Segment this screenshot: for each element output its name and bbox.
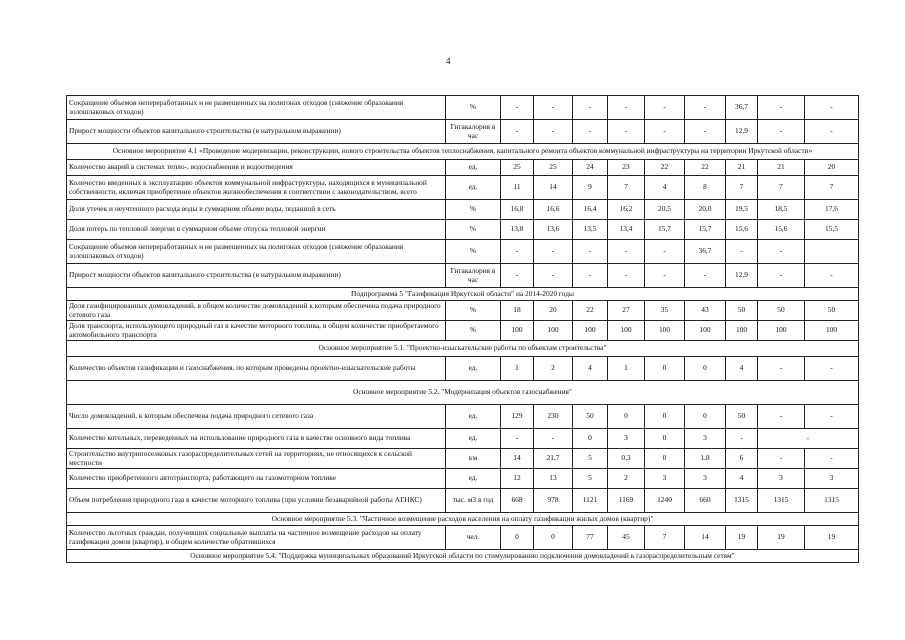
value-cell: 14 bbox=[501, 449, 534, 469]
value-cell: 4 bbox=[645, 176, 685, 200]
indicator-name: Сокращение объемов непереработанных и не размещенных на полигонах отходов (снижение образования золошлаковых отходов) bbox=[67, 96, 446, 120]
unit-cell: ед. bbox=[446, 405, 501, 429]
table-row bbox=[67, 240, 859, 264]
value-cell: 13 bbox=[534, 469, 573, 489]
indicator-name: Количество льготных граждан, получивших социальные выплаты на частичное возмещение расходов на оплату газификации домов (квартир), в общем количестве обратившихся bbox=[67, 526, 446, 550]
value-cell: 7 bbox=[758, 176, 805, 200]
value-cell: 1121 bbox=[573, 489, 608, 513]
value-cell: - bbox=[534, 120, 573, 144]
value-cell: - bbox=[758, 96, 805, 120]
value-cell: - bbox=[758, 357, 805, 381]
value-cell bbox=[805, 240, 859, 264]
value-cell: 3 bbox=[608, 429, 645, 449]
value-cell: 14 bbox=[685, 526, 726, 550]
value-cell: 0 bbox=[534, 526, 573, 550]
section-title: Основное мероприятие 5.1. "Проектно-изыскательские работы по объектам строительства" bbox=[67, 341, 859, 357]
value-cell: 7 bbox=[726, 176, 758, 200]
table-row bbox=[67, 469, 859, 489]
value-cell: - bbox=[805, 405, 859, 429]
value-cell: 2 bbox=[534, 357, 573, 381]
unit-cell: % bbox=[446, 220, 501, 240]
value-cell: - bbox=[805, 120, 859, 144]
value-cell: - bbox=[685, 264, 726, 288]
value-cell: - bbox=[645, 96, 685, 120]
value-cell: 12,9 bbox=[726, 120, 758, 144]
value-cell: 50 bbox=[726, 301, 758, 321]
value-cell: 77 bbox=[573, 526, 608, 550]
section-title: Основное мероприятие 5.3. "Частичное возмещение расходов населения на оплату газификации жилых домов (квартир)" bbox=[67, 513, 859, 526]
indicator-name: Строительство внутрипоселковых газораспределительных сетей на территориях, не относящихся к сельской местности bbox=[67, 449, 446, 469]
unit-cell: Гигакалория в час bbox=[446, 120, 501, 144]
value-cell: - bbox=[534, 240, 573, 264]
value-cell: - bbox=[608, 264, 645, 288]
value-cell: 4 bbox=[726, 469, 758, 489]
value-cell: 0 bbox=[501, 526, 534, 550]
value-cell: - bbox=[758, 240, 805, 264]
indicator-name: Прирост мощности объектов капитального строительства (в натуральном выражении) bbox=[67, 120, 446, 144]
unit-cell: чел. bbox=[446, 526, 501, 550]
value-cell: 27 bbox=[608, 301, 645, 321]
table-row bbox=[67, 357, 859, 381]
value-cell: 100 bbox=[501, 321, 534, 341]
value-cell: 12,9 bbox=[726, 264, 758, 288]
value-cell: 100 bbox=[805, 321, 859, 341]
value-cell: 0 bbox=[573, 429, 608, 449]
unit-cell: км bbox=[446, 449, 501, 469]
value-cell: - bbox=[501, 96, 534, 120]
indicator-name: Прирост мощности объектов капитального строительства (в натуральном выражении) bbox=[67, 264, 446, 288]
value-cell: 230 bbox=[534, 405, 573, 429]
value-cell: 3 bbox=[805, 469, 859, 489]
unit-cell: ед. bbox=[446, 176, 501, 200]
unit-cell: % bbox=[446, 200, 501, 220]
value-cell: 129 bbox=[501, 405, 534, 429]
table-row bbox=[67, 429, 859, 449]
value-cell: - bbox=[501, 120, 534, 144]
value-cell: 19,5 bbox=[726, 200, 758, 220]
value-cell: 17,6 bbox=[805, 200, 859, 220]
section-row bbox=[67, 381, 859, 405]
value-cell: - bbox=[805, 96, 859, 120]
indicators-table bbox=[66, 95, 859, 563]
value-cell: 5 bbox=[573, 449, 608, 469]
value-cell: 13,5 bbox=[573, 220, 608, 240]
value-cell: 4 bbox=[573, 357, 608, 381]
value-cell: 1,8 bbox=[685, 449, 726, 469]
value-cell: 0 bbox=[645, 357, 685, 381]
value-cell: 21,7 bbox=[534, 449, 573, 469]
value-cell: - bbox=[573, 120, 608, 144]
value-cell: 7 bbox=[608, 176, 645, 200]
value-cell: 100 bbox=[645, 321, 685, 341]
value-cell: 2 bbox=[608, 469, 645, 489]
table-row bbox=[67, 321, 859, 341]
value-cell: 668 bbox=[501, 489, 534, 513]
value-cell: - bbox=[501, 264, 534, 288]
value-cell: - bbox=[534, 429, 573, 449]
value-cell: 36,7 bbox=[726, 96, 758, 120]
table-row bbox=[67, 449, 859, 469]
unit-cell: % bbox=[446, 321, 501, 341]
value-cell: - bbox=[608, 240, 645, 264]
unit-cell: % bbox=[446, 240, 501, 264]
unit-cell: ед. bbox=[446, 160, 501, 176]
page-number: 4 bbox=[446, 56, 451, 66]
indicator-name: Количество приобретенного автотранспорта, работающего на газомоторном топливе bbox=[67, 469, 446, 489]
value-cell: - bbox=[645, 240, 685, 264]
section-title: Основное мероприятие 4.1 «Проведение модернизации, реконструкции, нового строительства объектов теплоснабжения, капитального ремонта объектов коммунальной инфраструктуры на территории Иркутской области» bbox=[67, 144, 859, 160]
value-cell: 43 bbox=[685, 301, 726, 321]
table-row bbox=[67, 489, 859, 513]
value-cell: 50 bbox=[573, 405, 608, 429]
value-cell: 100 bbox=[685, 321, 726, 341]
indicator-name: Число домовладений, к которым обеспечена подача природного сетевого газа bbox=[67, 405, 446, 429]
value-cell: - bbox=[726, 429, 758, 449]
value-cell: - bbox=[805, 264, 859, 288]
value-cell: 15,7 bbox=[685, 220, 726, 240]
unit-cell: ед. bbox=[446, 469, 501, 489]
value-cell: 15,7 bbox=[645, 220, 685, 240]
value-cell: 4 bbox=[726, 357, 758, 381]
section-row bbox=[67, 550, 859, 563]
section-title: Основное мероприятие 5.2. "Модернизация объектов газоснабжения" bbox=[67, 381, 859, 405]
value-cell: 0 bbox=[645, 449, 685, 469]
value-cell: 25 bbox=[501, 160, 534, 176]
indicator-name: Количество введенных в эксплуатацию объектов коммунальной инфраструктуры, находящихся в муниципальной собственности, включая приобретение объектов жизнеобеспечения в соответствии с законодательством, всего bbox=[67, 176, 446, 200]
value-cell: - bbox=[645, 264, 685, 288]
value-cell: 13,4 bbox=[608, 220, 645, 240]
value-cell: - bbox=[685, 96, 726, 120]
indicator-name: Доля потерь по тепловой энергии в суммарном объеме отпуска тепловой энергии bbox=[67, 220, 446, 240]
value-cell: 1 bbox=[608, 357, 645, 381]
value-cell: 23 bbox=[608, 160, 645, 176]
value-cell: 16,8 bbox=[501, 200, 534, 220]
value-cell: - bbox=[645, 120, 685, 144]
value-cell: 15,6 bbox=[758, 220, 805, 240]
value-cell: 19 bbox=[758, 526, 805, 550]
value-cell: 22 bbox=[685, 160, 726, 176]
value-cell: - bbox=[573, 240, 608, 264]
value-cell: - bbox=[608, 96, 645, 120]
indicator-name: Сокращение объемов непереработанных и не размещенных на полигонах отходов (снижение образования золошлаковых отходов) bbox=[67, 240, 446, 264]
value-cell: 15,5 bbox=[805, 220, 859, 240]
value-cell: - bbox=[501, 240, 534, 264]
value-cell: 5 bbox=[573, 469, 608, 489]
value-cell: 18 bbox=[501, 301, 534, 321]
value-cell: 45 bbox=[608, 526, 645, 550]
table-row bbox=[67, 220, 859, 240]
value-cell: 50 bbox=[805, 301, 859, 321]
value-cell: 100 bbox=[534, 321, 573, 341]
unit-cell: ед. bbox=[446, 357, 501, 381]
value-cell: - bbox=[805, 449, 859, 469]
unit-cell: % bbox=[446, 301, 501, 321]
value-cell: 0 bbox=[645, 429, 685, 449]
value-cell: - bbox=[758, 449, 805, 469]
value-cell: - bbox=[726, 240, 758, 264]
value-cell: 22 bbox=[573, 301, 608, 321]
value-cell: 20,0 bbox=[685, 200, 726, 220]
value-cell: 0,3 bbox=[608, 449, 645, 469]
value-cell: 8 bbox=[685, 176, 726, 200]
unit-cell: Гигакалория в час bbox=[446, 264, 501, 288]
section-row bbox=[67, 513, 859, 526]
value-cell: - bbox=[758, 405, 805, 429]
value-cell: - bbox=[685, 120, 726, 144]
value-cell: 16,6 bbox=[534, 200, 573, 220]
value-cell: 3 bbox=[758, 469, 805, 489]
value-cell: 3 bbox=[685, 429, 726, 449]
indicator-name: Количество объектов газификации и газоснабжения, по которым проведены проектно-изыскательские работы bbox=[67, 357, 446, 381]
value-cell: 660 bbox=[685, 489, 726, 513]
value-cell: 9 bbox=[573, 176, 608, 200]
value-cell: 15,6 bbox=[726, 220, 758, 240]
indicator-name: Количество аварий в системах тепло-, водоснабжения и водоотведения bbox=[67, 160, 446, 176]
indicator-name: Доля утечек и неучтенного расхода воды в суммарном объеме воды, поданной в сеть bbox=[67, 200, 446, 220]
value-cell: 3 bbox=[685, 469, 726, 489]
unit-cell: ед. bbox=[446, 429, 501, 449]
value-cell: 16,4 bbox=[573, 200, 608, 220]
value-cell: - bbox=[501, 429, 534, 449]
table-row bbox=[67, 200, 859, 220]
table-row bbox=[67, 301, 859, 321]
indicator-name: Доля транспорта, использующего природный газ в качестве моторного топлива, в общем количестве приобретаемого автомобильного транспорта bbox=[67, 321, 446, 341]
value-cell: 3 bbox=[645, 469, 685, 489]
table-row bbox=[67, 120, 859, 144]
value-cell: 100 bbox=[726, 321, 758, 341]
value-cell: 50 bbox=[758, 301, 805, 321]
unit-cell: % bbox=[446, 96, 501, 120]
value-cell: 100 bbox=[758, 321, 805, 341]
value-cell: 36,7 bbox=[685, 240, 726, 264]
value-cell: - bbox=[573, 264, 608, 288]
value-cell: 24 bbox=[573, 160, 608, 176]
value-cell: 21 bbox=[758, 160, 805, 176]
value-cell: 1315 bbox=[805, 489, 859, 513]
table-row bbox=[67, 96, 859, 120]
value-cell: 978 bbox=[534, 489, 573, 513]
value-cell: 7 bbox=[645, 526, 685, 550]
value-cell: 35 bbox=[645, 301, 685, 321]
value-cell: 11 bbox=[501, 176, 534, 200]
value-cell: 13,6 bbox=[534, 220, 573, 240]
value-cell: - bbox=[573, 96, 608, 120]
value-cell: 0 bbox=[685, 357, 726, 381]
section-row bbox=[67, 288, 859, 301]
indicator-name: Доля газифицированных домовладений, в общем количестве домовладений к которым обеспечена подача природного сетевого газа bbox=[67, 301, 446, 321]
value-cell: 1169 bbox=[608, 489, 645, 513]
value-cell: 18,5 bbox=[758, 200, 805, 220]
value-cell: 0 bbox=[685, 405, 726, 429]
value-cell: 21 bbox=[726, 160, 758, 176]
value-cell: 12 bbox=[501, 469, 534, 489]
value-cell: - bbox=[534, 264, 573, 288]
table-row bbox=[67, 526, 859, 550]
table-row bbox=[67, 176, 859, 200]
value-cell: - bbox=[805, 357, 859, 381]
value-cell: 19 bbox=[805, 526, 859, 550]
value-cell: 100 bbox=[573, 321, 608, 341]
value-cell: 50 bbox=[726, 405, 758, 429]
value-cell: 19 bbox=[726, 526, 758, 550]
unit-cell: тыс. м3 в год bbox=[446, 489, 501, 513]
value-cell: - bbox=[758, 120, 805, 144]
value-cell: 1 bbox=[501, 357, 534, 381]
section-title: Подпрограмма 5 "Газификация Иркутской области" на 2014-2020 годы bbox=[67, 288, 859, 301]
value-cell: 0 bbox=[645, 405, 685, 429]
value-cell: 16,2 bbox=[608, 200, 645, 220]
section-row bbox=[67, 341, 859, 357]
table-body bbox=[67, 96, 859, 563]
value-cell: 22 bbox=[645, 160, 685, 176]
table-row bbox=[67, 264, 859, 288]
section-title: Основное мероприятие 5.4. "Поддержка муниципальных образований Иркутской области по стимулированию подключения домовладений к газораспределительным сетям" bbox=[67, 550, 859, 563]
value-cell: 1315 bbox=[758, 489, 805, 513]
value-cell: 20 bbox=[534, 301, 573, 321]
value-cell: 0 bbox=[608, 405, 645, 429]
value-cell: 25 bbox=[534, 160, 573, 176]
table-row bbox=[67, 160, 859, 176]
value-cell: - bbox=[534, 96, 573, 120]
table-row bbox=[67, 405, 859, 429]
section-row bbox=[67, 144, 859, 160]
value-cell: 100 bbox=[608, 321, 645, 341]
value-cell: 14 bbox=[534, 176, 573, 200]
value-cell: - bbox=[758, 429, 859, 449]
value-cell: 6 bbox=[726, 449, 758, 469]
value-cell: 20,5 bbox=[645, 200, 685, 220]
indicator-name: Объем потребления природного газа в качестве моторного топлива (при условии безаварийной работы АГНКС) bbox=[67, 489, 446, 513]
value-cell: 1315 bbox=[726, 489, 758, 513]
value-cell: 7 bbox=[805, 176, 859, 200]
value-cell: - bbox=[758, 264, 805, 288]
value-cell: 20 bbox=[805, 160, 859, 176]
value-cell: 13,8 bbox=[501, 220, 534, 240]
value-cell: - bbox=[608, 120, 645, 144]
indicator-name: Количество котельных, переведенных на использование природного газа в качестве основного вида топлива bbox=[67, 429, 446, 449]
value-cell: 1240 bbox=[645, 489, 685, 513]
